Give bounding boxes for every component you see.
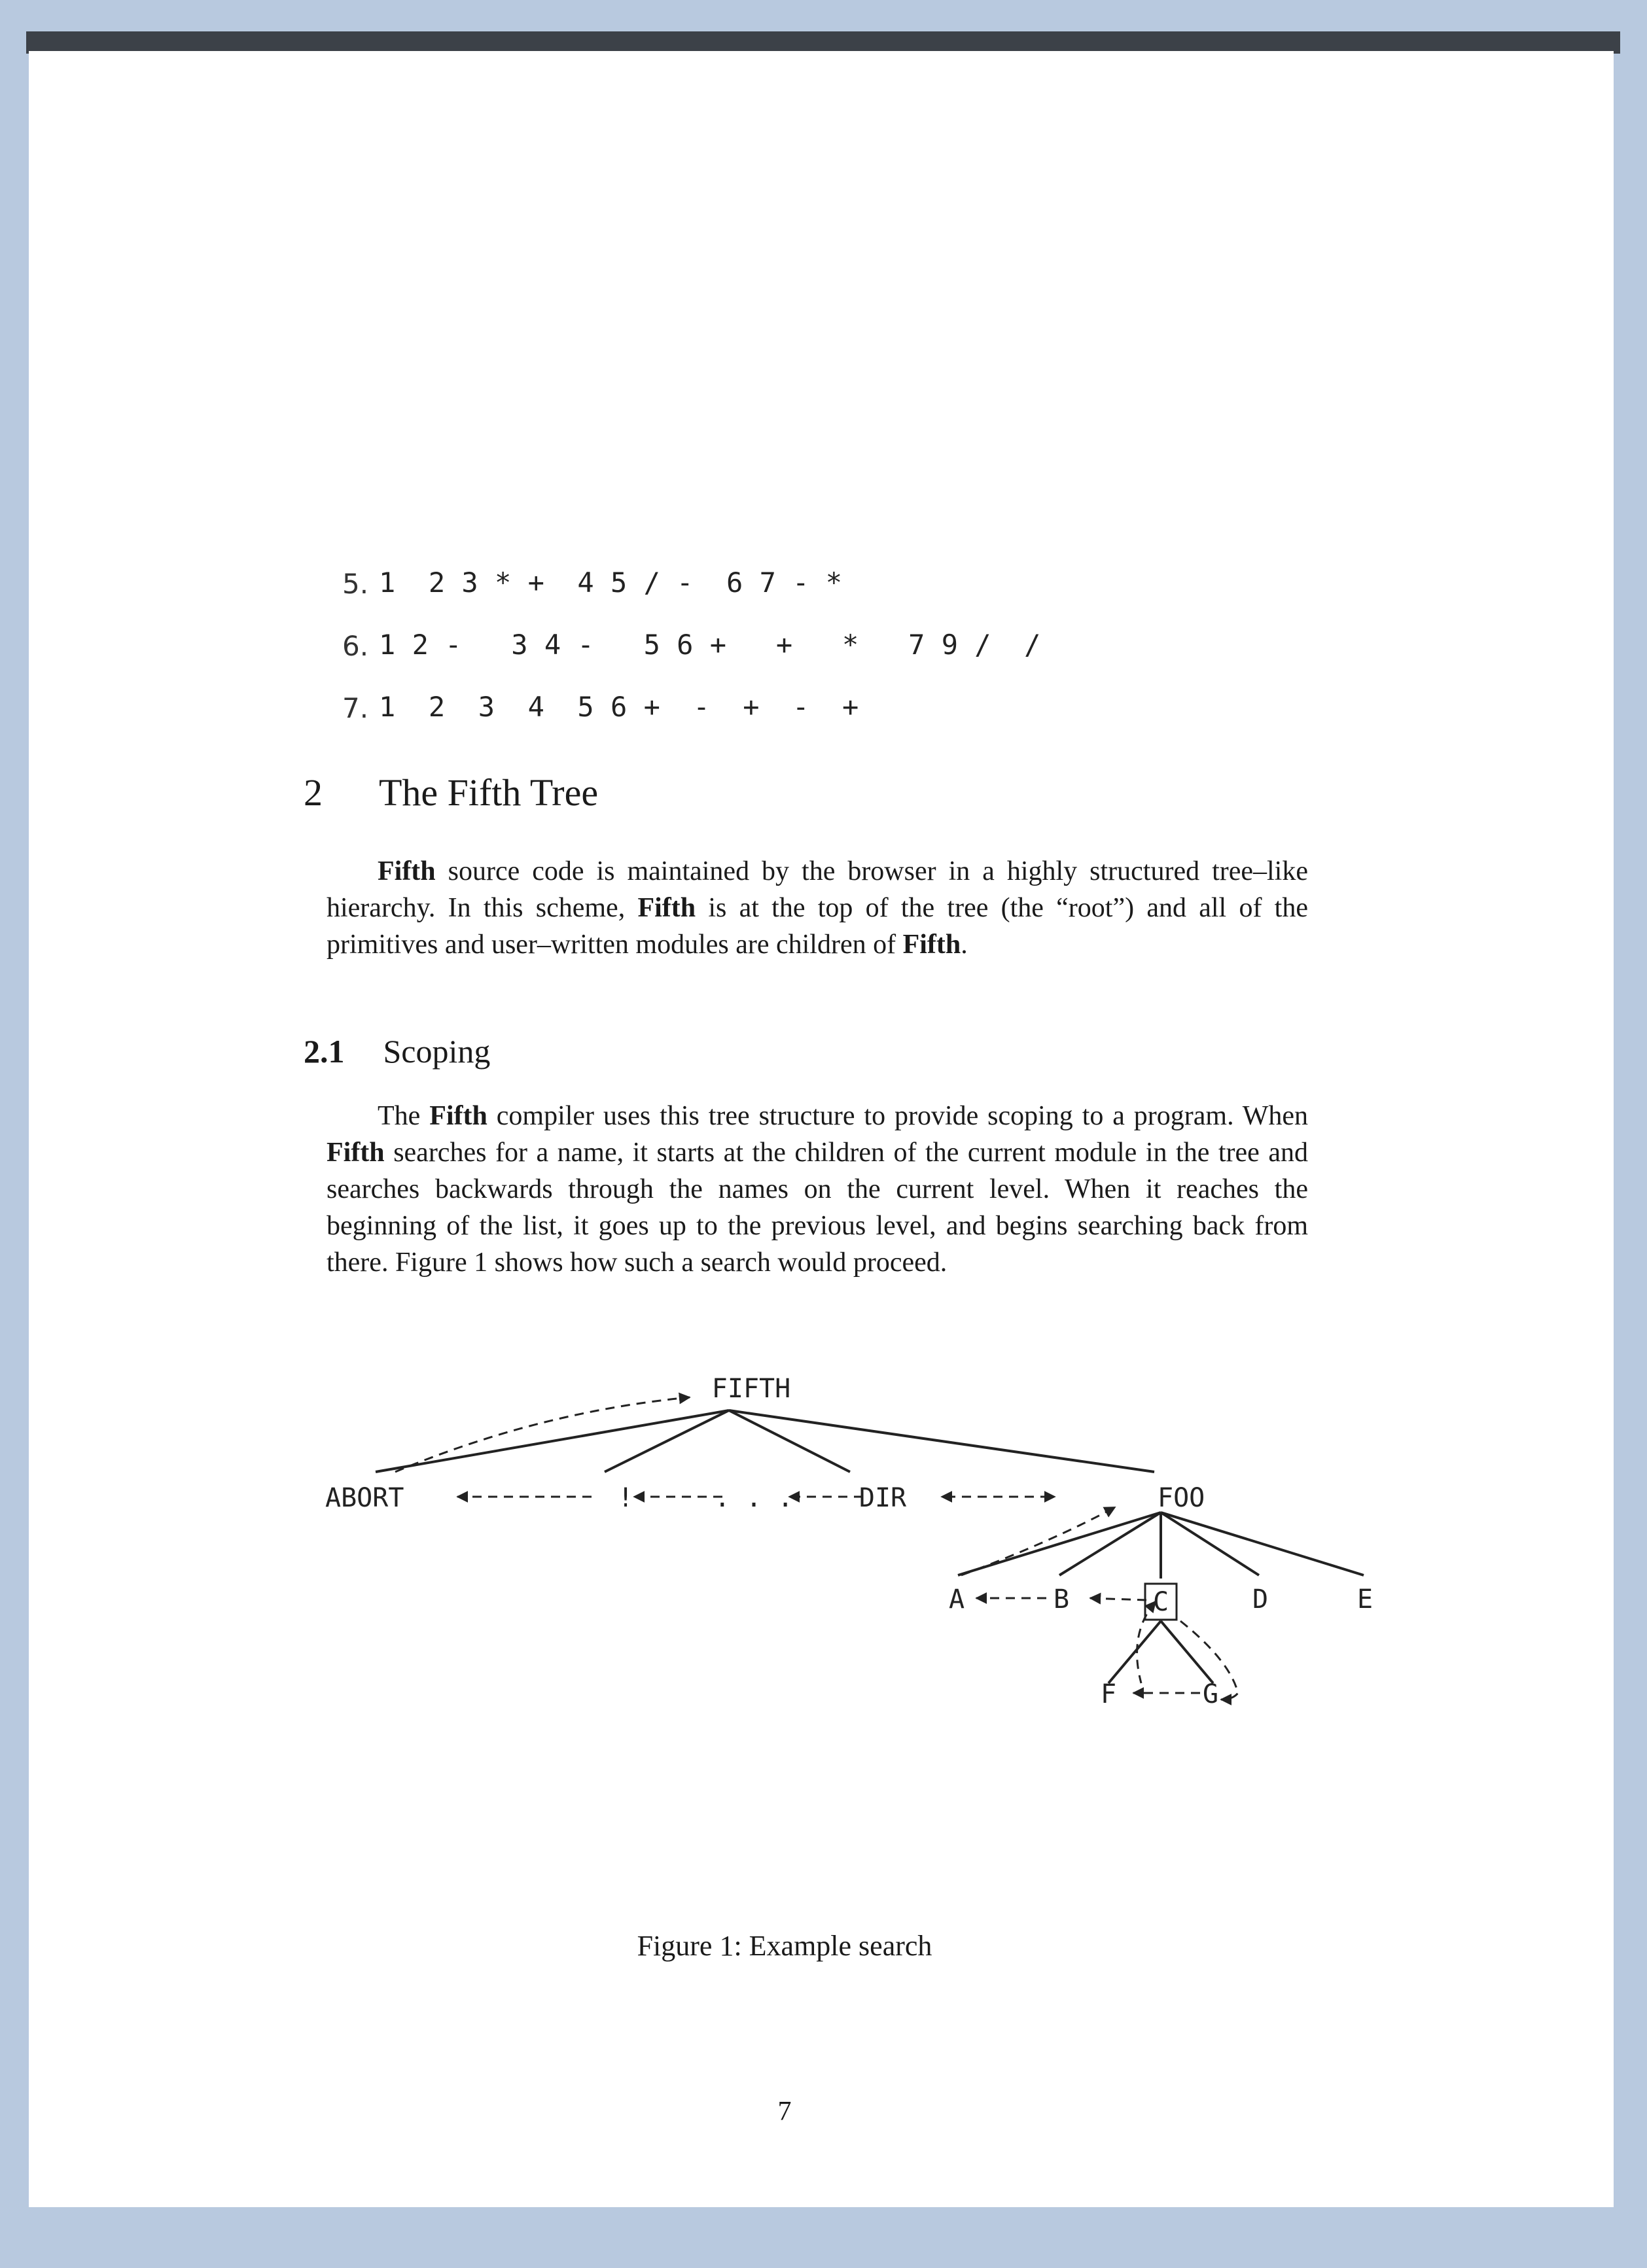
list-item-expression: 1 2 3 4 5 6 + - + - + <box>379 691 859 723</box>
tree-node-label: G <box>1202 1679 1219 1709</box>
tree-node-label: F <box>1100 1679 1117 1709</box>
tree-node-label: D <box>1252 1584 1269 1614</box>
paragraph-text: . <box>961 930 968 960</box>
tree-edge <box>605 1410 729 1472</box>
tree-node-label: E <box>1356 1584 1373 1614</box>
section-number: 2 <box>304 771 323 814</box>
list-item-expression: 1 2 3 * + 4 5 / - 6 7 - * <box>379 567 843 599</box>
tree-node-label: B <box>1053 1584 1070 1614</box>
figure-caption: Figure 1: Example search <box>637 1930 932 1962</box>
bold-term: Fifth <box>429 1101 487 1131</box>
tree-edge <box>1059 1512 1161 1575</box>
section-title: The Fifth Tree <box>378 771 599 814</box>
tree-node-label: ABORT <box>325 1483 404 1513</box>
tree-node-label: DIR <box>859 1483 907 1513</box>
scan-border <box>26 31 1620 54</box>
tree-node-label: A <box>948 1584 965 1614</box>
tree-node-label: C <box>1152 1587 1169 1617</box>
bold-term: Fifth <box>327 1138 385 1168</box>
bold-term: Fifth <box>637 893 696 923</box>
paragraph-text: source code is maintained by the browser in a highly structured tree–like hierarchy. In this scheme, <box>327 856 1308 923</box>
subsection-number: 2.1 <box>304 1033 345 1070</box>
tree-edge <box>958 1512 1161 1575</box>
subsection-title: Scoping <box>383 1033 491 1070</box>
search-arrow <box>961 1507 1115 1575</box>
bold-term: Fifth <box>378 856 436 886</box>
tree-node-label: ! <box>617 1483 634 1513</box>
paragraph-text: is at the top of the tree (the “root”) and all of the primitives and user–written modules are children of <box>327 893 1308 960</box>
search-arrow <box>1090 1598 1146 1600</box>
tree-edge <box>1161 1621 1213 1683</box>
list-item-number: 6. <box>342 630 369 662</box>
tree-node-label: . . . <box>714 1483 794 1513</box>
list-item-number: 5. <box>342 568 369 600</box>
list-item-expression: 1 2 - 3 4 - 5 6 + + * 7 9 / / <box>379 629 1041 661</box>
list-item-number: 7. <box>342 692 369 724</box>
page-number: 7 <box>777 2097 792 2127</box>
search-tree-diagram <box>29 51 1614 2207</box>
paragraph-text: searches for a name, it starts at the children of the current module in the tree and searches backwards through the names on the current level. When it reaches the beginning of the list, it goes up to the previous level, and begins searching back from there. Figure 1 shows how such a search would proceed. <box>327 1138 1308 1278</box>
tree-edge <box>1161 1512 1364 1575</box>
bold-term: Fifth <box>902 930 961 960</box>
tree-edge <box>1161 1512 1259 1575</box>
tree-node-label: FIFTH <box>711 1374 791 1404</box>
tree-edge <box>1108 1621 1161 1683</box>
paragraph-text: The <box>378 1101 430 1131</box>
tree-node-label: FOO <box>1158 1483 1205 1513</box>
paragraph-text: compiler uses this tree structure to provide scoping to a program. When <box>487 1101 1309 1131</box>
tree-edge <box>729 1410 1154 1472</box>
document-page <box>29 51 1614 2207</box>
